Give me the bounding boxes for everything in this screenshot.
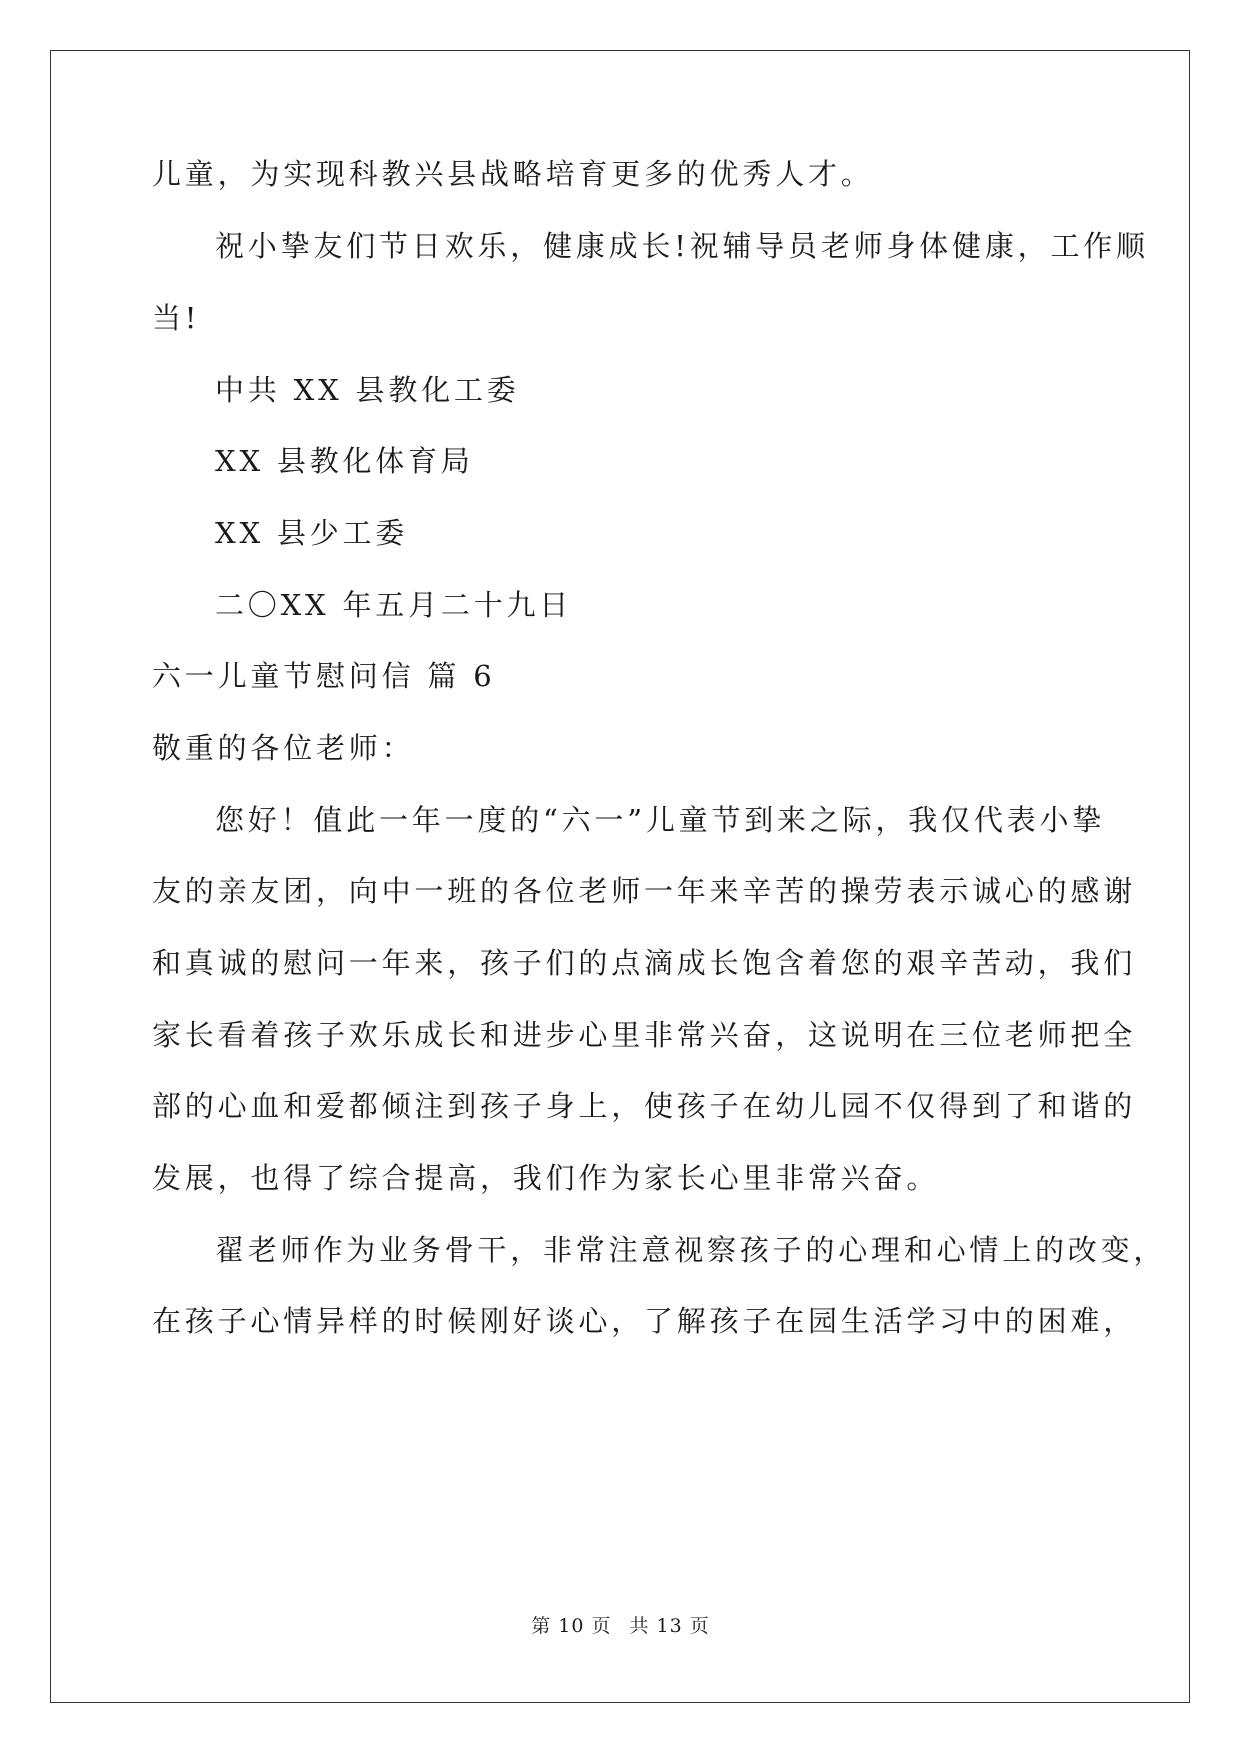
signature-line: 中共 XX 县教化工委 [215,373,520,407]
section-heading: 六一儿童节慰问信 篇 6 [152,659,496,693]
page-total: 共 13 页 [629,1615,710,1637]
signature-line: XX 县少工委 [215,516,409,550]
paragraph-line: 您好！值此一年一度的“六一”儿童节到来之际，我仅代表小挚 [215,803,1106,837]
paragraph-line: 翟老师作为业务骨干，非常注意视察孩子的心理和心情上的改变， [215,1233,1167,1267]
salutation: 敬重的各位老师： [152,731,415,765]
paragraph-line: 在孩子心情异样的时候刚好谈心，了解孩子在园生活学习中的困难， [152,1304,1137,1338]
paragraph-line: 当! [152,301,201,335]
paragraph-line: 发展，也得了综合提高，我们作为家长心里非常兴奋。 [152,1161,940,1195]
paragraph-line: 友的亲友团，向中一班的各位老师一年来辛苦的操劳表示诚心的感谢 [152,874,1137,908]
paragraph-line: 和真诚的慰问一年来，孩子们的点滴成长饱含着您的艰辛苦动，我们 [152,946,1137,980]
signature-line: XX 县教化体育局 [215,444,474,478]
paragraph-line: 祝小挚友们节日欢乐，健康成长!祝辅导员老师身体健康，工作顺 [215,229,1149,263]
page-number: 第 10 页 [531,1615,612,1637]
date-line: 二〇XX 年五月二十九日 [215,588,573,622]
paragraph-line: 儿童，为实现科教兴县战略培育更多的优秀人才。 [152,157,874,191]
page-footer [0,1611,1241,1638]
paragraph-line: 家长看着孩子欢乐成长和进步心里非常兴奋，这说明在三位老师把全 [152,1018,1137,1052]
paragraph-line: 部的心血和爱都倾注到孩子身上，使孩子在幼儿园不仅得到了和谐的 [152,1089,1137,1123]
